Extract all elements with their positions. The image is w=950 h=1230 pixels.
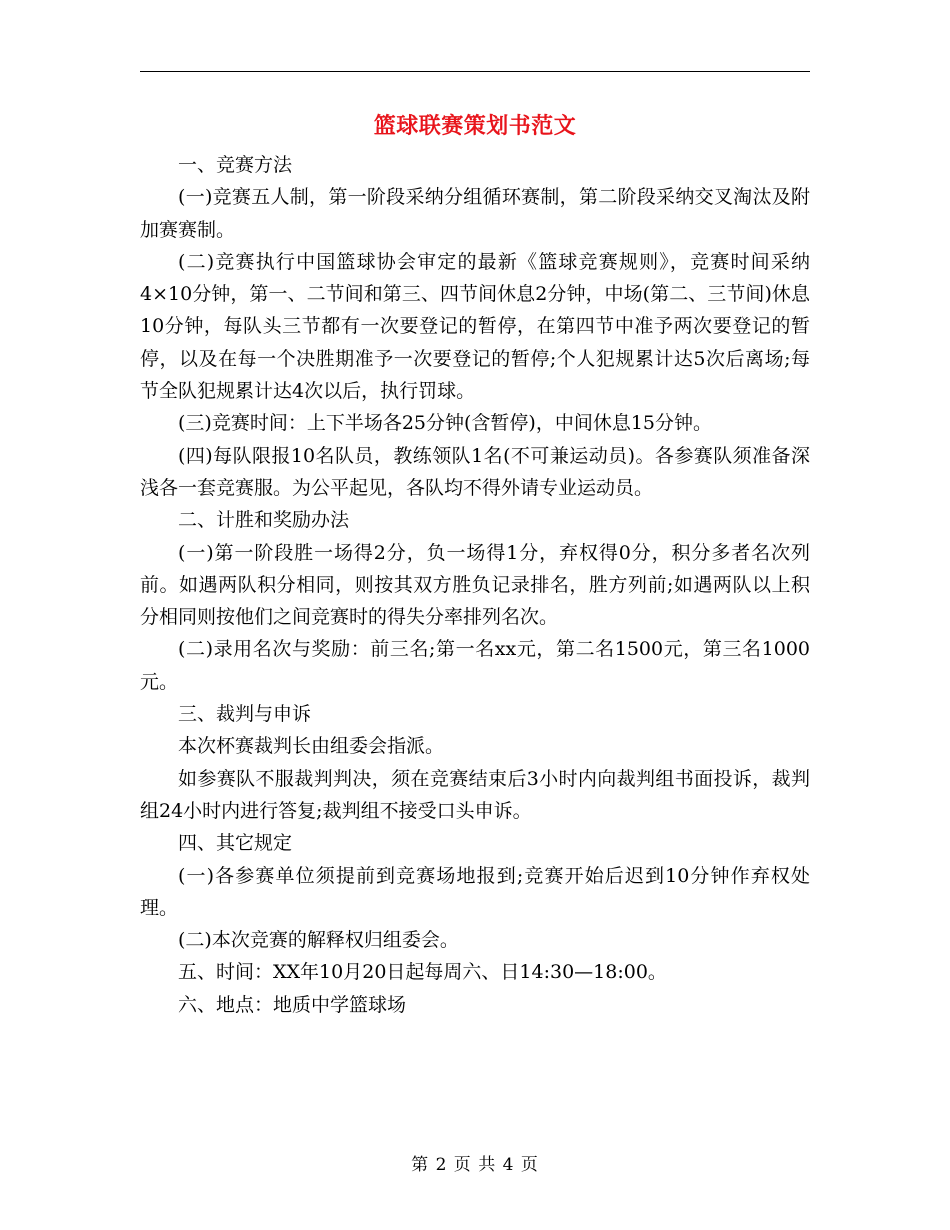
paragraph-rules: (二)竞赛执行中国篮球协会审定的最新《篮球竞赛规则》，竞赛时间采纳4×10分钟，第一、二节间和第三、四节间休息2分钟，中场(第二、三节间)休息10分钟，每队头三节都有一次要登记的暂停，在第四节中准予两次要登记的暂停，以及在每一个决胜期准予一次要登记的暂停;个人犯规累计达5次后离场;每节全队犯规累计达4次以后，执行罚球。	[140, 250, 810, 403]
section-heading-referee-appeal: 三、裁判与申诉	[178, 703, 312, 726]
paragraph-chief-referee: 本次杯赛裁判长由组委会指派。	[178, 735, 445, 758]
document-title: 篮球联赛策划书范文	[373, 113, 577, 139]
document-body	[140, 149, 810, 1021]
section-heading-time: 五、时间：XX年10月20日起每周六、日14:30—18:00。	[178, 961, 667, 984]
section-heading-other-rules: 四、其它规定	[178, 832, 293, 855]
paragraph-interpretation: (二)本次竞赛的解释权归组委会。	[178, 929, 459, 952]
paragraph-format: (一)竞赛五人制，第一阶段采纳分组循环赛制，第二阶段采纳交叉淘汰及附加赛赛制。	[140, 186, 810, 241]
page-number-footer: 第 2 页 共 4 页	[411, 1155, 539, 1175]
section-heading-scoring-awards: 二、计胜和奖励办法	[178, 509, 350, 532]
paragraph-appeal: 如参赛队不服裁判判决，须在竞赛结束后3小时内向裁判组书面投诉，裁判组24小时内进行答复;裁判组不接受口头申诉。	[140, 767, 810, 822]
paragraph-scoring: (一)第一阶段胜一场得2分，负一场得1分，弃权得0分，积分多者名次列前。如遇两队积分相同，则按其双方胜负记录排名，胜方列前;如遇两队以上积分相同则按他们之间竞赛时的得失分率排列名次。	[140, 541, 810, 629]
section-heading-location: 六、地点：地质中学篮球场	[178, 993, 407, 1016]
paragraph-roster: (四)每队限报10名队员，教练领队1名(不可兼运动员)。各参赛队须准备深浅各一套竞赛服。为公平起见，各队均不得外请专业运动员。	[140, 444, 810, 499]
paragraph-awards: (二)录用名次与奖励：前三名;第一名xx元，第二名1500元，第三名1000元。	[140, 638, 810, 693]
paragraph-check-in: (一)各参赛单位须提前到竞赛场地报到;竞赛开始后迟到10分钟作弃权处理。	[140, 864, 810, 919]
paragraph-match-time: (三)竞赛时间：上下半场各25分钟(含暂停)，中间休息15分钟。	[178, 412, 713, 435]
section-heading-competition-method: 一、竞赛方法	[178, 154, 293, 176]
header-rule	[140, 71, 810, 72]
